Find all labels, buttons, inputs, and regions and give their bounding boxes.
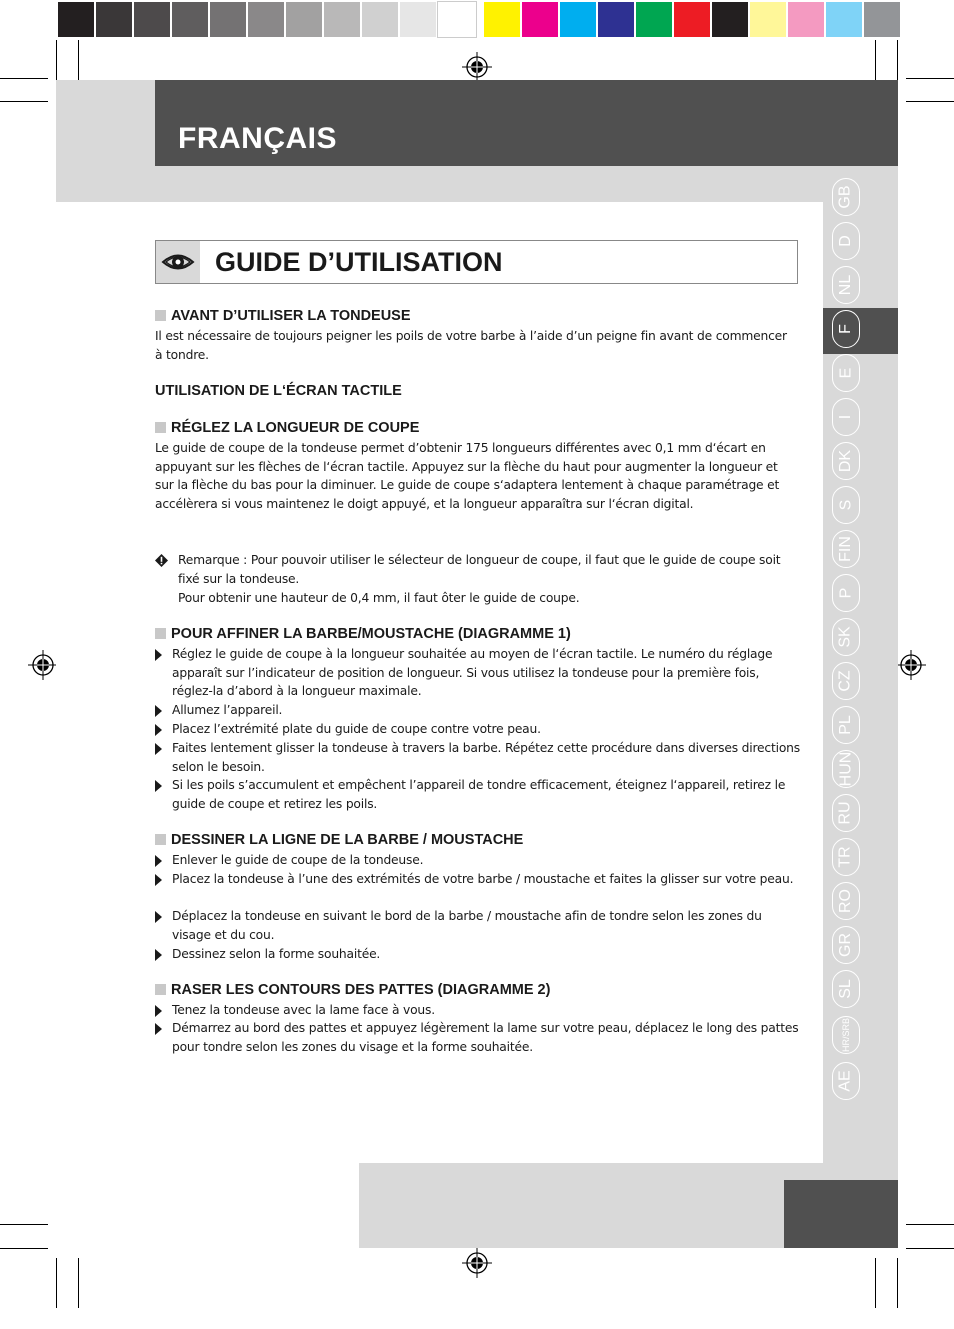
- list-item: Placez l’extrémité plate du guide de coupe contre votre peau.: [155, 720, 800, 739]
- color-swatch: [788, 2, 826, 37]
- language-tab-ae[interactable]: [832, 1062, 860, 1100]
- language-tab-sk[interactable]: [832, 618, 860, 656]
- heading-before-use: AVANT D’UTILISER LA TONDEUSE: [155, 308, 411, 324]
- language-tab-f[interactable]: [832, 310, 860, 348]
- color-swatch: [750, 2, 788, 37]
- language-code: HR/SRB: [841, 1017, 852, 1053]
- list-item: Tenez la tondeuse avec la lame face à vous.: [155, 1001, 800, 1020]
- language-tab-gb[interactable]: [832, 178, 860, 216]
- language-code: HUN: [837, 751, 855, 787]
- heading-sideburns: RASER LES CONTOURS DES PATTES (DIAGRAMME 2): [155, 982, 550, 998]
- arrow-bullet-icon: [155, 855, 162, 867]
- language-tab-i[interactable]: [832, 398, 860, 436]
- color-swatch: [712, 2, 750, 37]
- heading-trim-beard: POUR AFFINER LA BARBE/MOUSTACHE (DIAGRAMME 1): [155, 626, 571, 642]
- language-code: CZ: [836, 670, 854, 692]
- heading-touch-screen: UTILISATION DE L‘ÉCRAN TACTILE: [155, 383, 402, 399]
- crop-mark: [906, 1224, 954, 1225]
- language-tab-gr[interactable]: [832, 926, 860, 964]
- color-swatch: [324, 2, 362, 37]
- registration-mark-icon: [28, 650, 58, 680]
- section-icon-box: [156, 241, 200, 283]
- section-title: GUIDE D’UTILISATION: [215, 247, 503, 277]
- list-item: Démarrez au bord des pattes et appuyez légèrement la lame sur votre peau, déplacez le long des pattes pour tondre selon les zones du visage et la forme souhaitée.: [155, 1019, 800, 1056]
- note-line: Pour obtenir une hauteur de 0,4 mm, il faut ôter le guide de coupe.: [178, 591, 580, 605]
- list-item: Dessinez selon la forme souhaitée.: [155, 945, 800, 964]
- arrow-bullet-icon: [155, 780, 162, 792]
- language-code: I: [836, 414, 854, 420]
- language-code: DK: [836, 449, 854, 473]
- language-code: P: [836, 587, 854, 599]
- arrow-bullet-icon: [155, 743, 162, 755]
- arrow-bullet-icon: [155, 724, 162, 736]
- registration-mark-icon: [462, 1248, 492, 1278]
- paragraph-before-use: Il est nécessaire de toujours peigner les poils de votre barbe à l’aide d’un peigne fin avant de commencer à tondre.: [155, 329, 787, 362]
- language-code: NL: [836, 274, 854, 296]
- list-item: Faites lentement glisser la tondeuse à travers la barbe. Répétez cette procédure dans diverses directions selon le besoin.: [155, 739, 800, 776]
- color-swatch: [826, 2, 864, 37]
- color-swatch: [484, 2, 522, 37]
- language-tab-e[interactable]: [832, 354, 860, 392]
- color-swatch: [864, 2, 902, 37]
- color-swatch: [560, 2, 598, 37]
- language-code: GB: [837, 185, 854, 209]
- language-tab-tr[interactable]: [832, 838, 860, 876]
- language-code: TR: [836, 846, 854, 868]
- crop-mark: [0, 101, 48, 102]
- square-bullet-icon: [155, 984, 166, 995]
- language-tab-s[interactable]: [832, 486, 860, 524]
- language-tab-pl[interactable]: [832, 706, 860, 744]
- language-code: GR: [837, 933, 854, 957]
- crop-mark: [897, 1258, 898, 1308]
- arrow-bullet-icon: [155, 705, 162, 717]
- list-item: Réglez le guide de coupe à la longueur souhaitée au moyen de l‘écran tactile. Le numéro du réglage apparaît sur l’indicateur de position de longueur. Si vous utilisez la tondeuse pour la première fois, réglez-la d’abord à la longueur maximale.: [155, 645, 800, 701]
- list-item: Enlever le guide de coupe de la tondeuse.: [155, 851, 800, 870]
- arrow-bullet-icon: [155, 949, 162, 961]
- bottom-panel: [56, 1163, 359, 1248]
- crop-mark: [906, 101, 954, 102]
- arrow-bullet-icon: [155, 649, 162, 661]
- page-number-box: [784, 1180, 898, 1248]
- crop-mark: [0, 1224, 48, 1225]
- heading-beard-line: DESSINER LA LIGNE DE LA BARBE / MOUSTACHE: [155, 832, 523, 848]
- language-tab-cz[interactable]: [832, 662, 860, 700]
- crop-mark: [906, 1248, 954, 1249]
- registration-mark-icon: [462, 52, 492, 82]
- color-swatch: [636, 2, 674, 37]
- language-code: F: [837, 324, 854, 334]
- note-icon: [155, 554, 168, 567]
- language-tab-fin[interactable]: [832, 530, 860, 568]
- square-bullet-icon: [155, 422, 166, 433]
- square-bullet-icon: [155, 310, 166, 321]
- language-code: PL: [836, 715, 854, 735]
- crop-mark: [0, 78, 48, 79]
- language-tab-dk[interactable]: [832, 442, 860, 480]
- language-code: D: [837, 235, 854, 247]
- list-item: Déplacez la tondeuse en suivant le bord de la barbe / moustache afin de tondre selon les zones du visage et du cou.: [155, 907, 800, 944]
- language-code: SK: [837, 626, 854, 648]
- crop-mark: [0, 1248, 48, 1249]
- color-swatch: [674, 2, 712, 37]
- color-swatch: [96, 2, 134, 37]
- language-code: E: [836, 367, 854, 379]
- color-swatch: [522, 2, 560, 37]
- color-swatch: [58, 2, 96, 37]
- arrow-bullet-icon: [155, 874, 162, 886]
- color-swatch: [172, 2, 210, 37]
- color-swatch: [134, 2, 172, 37]
- list-item: Placez la tondeuse à l’une des extrémités de votre barbe / moustache et faites la glisser sur votre peau.: [155, 870, 800, 889]
- square-bullet-icon: [155, 628, 166, 639]
- arrow-bullet-icon: [155, 1023, 162, 1035]
- arrow-bullet-icon: [155, 911, 162, 923]
- language-code: AE: [837, 1070, 854, 1092]
- eye-icon: [156, 241, 200, 283]
- list-item: Si les poils s’accumulent et empêchent l’appareil de tondre efficacement, éteignez l‘appareil, retirez le guide de coupe et retirez les poils.: [155, 776, 800, 813]
- color-swatch: [362, 2, 400, 37]
- list-item: Allumez l’appareil.: [155, 701, 800, 720]
- crop-mark: [56, 1258, 57, 1308]
- language-code: RO: [837, 889, 854, 913]
- heading-cut-length: RÉGLEZ LA LONGUEUR DE COUPE: [155, 420, 419, 436]
- language-code: RU: [836, 801, 854, 825]
- language-tab-sl[interactable]: [832, 970, 860, 1008]
- color-swatch: [248, 2, 286, 37]
- crop-mark: [875, 1258, 876, 1308]
- note-block: [155, 551, 800, 608]
- paragraph-cut-length: Le guide de coupe de la tondeuse permet d’obtenir 175 longueurs différentes avec 0,1 mm d‘écart en appuyant sur les flèches de l‘écran tactile. Appuyez sur la flèche du haut pour augmenter la longueur et sur la flèche du bas pour la diminuer. Le guide de coupe s‘adaptera lentement à chaque paramétrage et accélèrera si vous maintenez le doigt appuyé, et la longueur apparaîtra sur l‘écran digital.: [155, 441, 780, 511]
- page-title: FRANÇAIS: [178, 122, 337, 155]
- language-tab-d[interactable]: [832, 222, 860, 260]
- crop-mark: [78, 1258, 79, 1308]
- language-tab-hr-srb[interactable]: [832, 1016, 860, 1054]
- language-tab-p[interactable]: [832, 574, 860, 612]
- language-code: S: [836, 499, 854, 511]
- language-code: SL: [836, 979, 854, 999]
- language-code: FIN: [837, 536, 854, 562]
- note-line: Remarque : Pour pouvoir utiliser le sélecteur de longueur de coupe, il faut que le guide de coupe soit fixé sur la tondeuse.: [178, 553, 781, 586]
- color-swatch: [598, 2, 636, 37]
- color-swatch: [210, 2, 248, 37]
- arrow-bullet-icon: [155, 1005, 162, 1017]
- crop-mark: [906, 78, 954, 79]
- language-tab-ro[interactable]: [832, 882, 860, 920]
- language-tab-nl[interactable]: [832, 266, 860, 304]
- registration-mark-icon: [896, 650, 926, 680]
- language-tab-hun[interactable]: [832, 750, 860, 788]
- language-tab-ru[interactable]: [832, 794, 860, 832]
- color-swatch: [438, 2, 476, 37]
- color-swatch: [286, 2, 324, 37]
- square-bullet-icon: [155, 834, 166, 845]
- color-swatch: [400, 2, 438, 37]
